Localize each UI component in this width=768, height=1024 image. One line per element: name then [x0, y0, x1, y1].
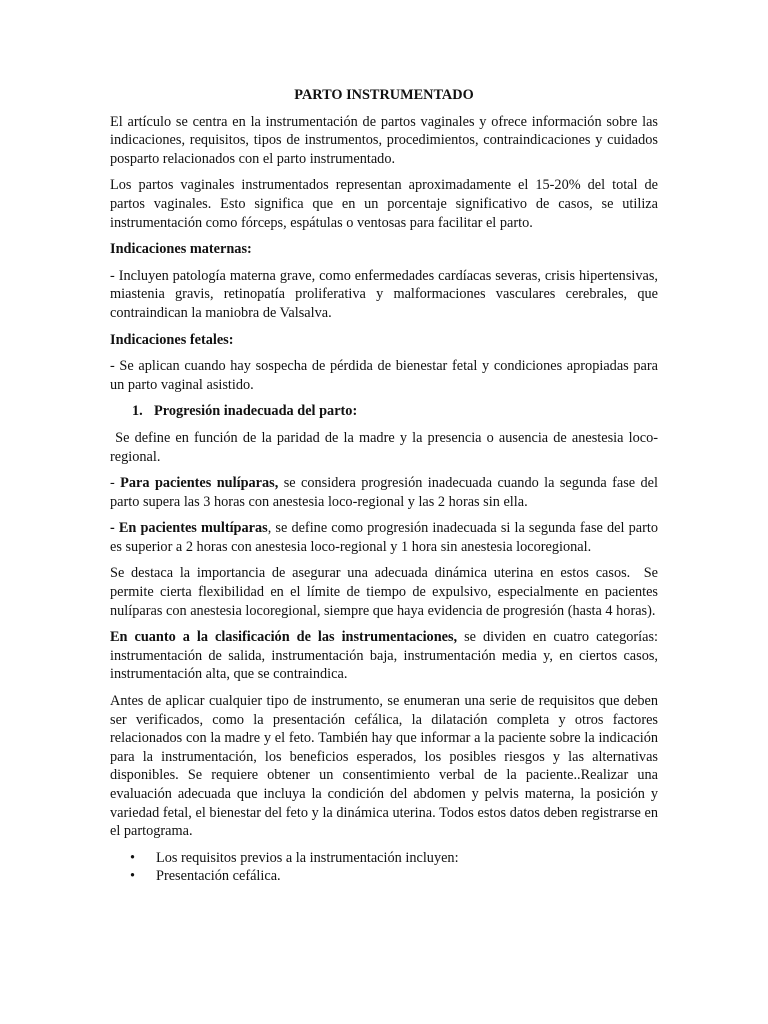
- multiparas-bold: - En pacientes multíparas: [110, 520, 268, 537]
- numbered-list: [110, 402, 658, 421]
- bullet-list: [110, 849, 658, 886]
- classification-text: se dividen en cuatro categorías: instrumentación de salida, instrumentación baja, instrumentación media y, en ciertos casos, instrumentación alta, que se contraindica.: [110, 629, 658, 683]
- requirements-paragraph: Antes de aplicar cualquier tipo de instrumento, se enumeran una serie de requisitos que deben ser verificados, como la presentación cefálica, la dilatación completa y otros factores relacionados con la madre y el feto. También hay que informar a la paciente sobre la indicación para la instrumentación, los beneficios esperados, los posibles riesgos y las alternativas disponibles. Se requiere obtener un consentimiento verbal de la paciente..Realizar una evaluación adecuada que incluya la condición del abdomen y pelvis materna, la posición y variedad fetal, el bienestar del feto y la dinámica uterina. Todos estos datos deben registrarse en el partograma.: [110, 693, 658, 840]
- maternal-indications-heading: Indicaciones maternas:: [110, 241, 252, 258]
- nuliparas-prefix: -: [110, 475, 121, 492]
- bullet-text: Presentación cefálica.: [156, 868, 281, 885]
- statistics-paragraph: Los partos vaginales instrumentados representan aproximadamente el 15-20% del total de partos vaginales. Esto significa que en un porcentaje significativo de casos, se utiliza instrumentación como fórceps, espátulas o ventosas para facilitar el parto.: [110, 177, 658, 231]
- fetal-indications-heading: Indicaciones fetales:: [110, 331, 234, 348]
- nuliparas-paragraph: [110, 474, 658, 511]
- list-number: 1.: [132, 403, 143, 420]
- numbered-list-item: [110, 402, 658, 421]
- bullet-icon: •: [130, 849, 136, 866]
- classification-bold: En cuanto a la clasificación de las instrumentaciones,: [110, 629, 458, 646]
- document-page: [110, 86, 662, 886]
- bullet-item: [110, 867, 658, 886]
- page-title: PARTO INSTRUMENTADO: [294, 87, 474, 103]
- classification-paragraph: [110, 628, 658, 684]
- multiparas-text: , se define como progresión inadecuada si la segunda fase del parto es superior a 2 horas con anestesia loco-regional y 1 hora sin anestesia locoregional.: [110, 520, 658, 555]
- progression-definition-paragraph: Se define en función de la paridad de la madre y la presencia o ausencia de anestesia loco-regional.: [110, 429, 658, 465]
- nuliparas-text: se considera progresión inadecuada cuando la segunda fase del parto supera las 3 horas con anestesia loco-regional y las 2 horas sin ella.: [110, 475, 658, 510]
- bullet-text: Los requisitos previos a la instrumentación incluyen:: [156, 849, 459, 866]
- multiparas-paragraph: [110, 519, 658, 556]
- bullet-item: [110, 849, 658, 868]
- maternal-indications-text: - Incluyen patología materna grave, como enfermedades cardíacas severas, crisis hipertensivas, miastenia gravis, retinopatía proliferativa y malformaciones vasculares cerebrales, que contraindican la maniobra de Valsalva.: [110, 267, 658, 321]
- intro-paragraph: El artículo se centra en la instrumentación de partos vaginales y ofrece información sobre las indicaciones, requisitos, tipos de instrumentos, procedimientos, contraindicaciones y cuidados posparto relacionados con el parto instrumentado.: [110, 113, 658, 167]
- bullet-icon: •: [130, 868, 136, 885]
- uterine-dynamics-paragraph: Se destaca la importancia de asegurar una adecuada dinámica uterina en estos casos. Se permite cierta flexibilidad en el límite de tiempo de expulsivo, especialmente en pacientes nulíparas con anestesia locoregional, siempre que haya evidencia de progresión (hasta 4 horas).: [110, 565, 662, 619]
- fetal-indications-text: - Se aplican cuando hay sospecha de pérdida de bienestar fetal y condiciones apropiadas para un parto vaginal asistido.: [110, 358, 658, 393]
- list-item-label: Progresión inadecuada del parto:: [154, 403, 358, 420]
- nuliparas-bold: Para pacientes nulíparas,: [120, 475, 279, 492]
